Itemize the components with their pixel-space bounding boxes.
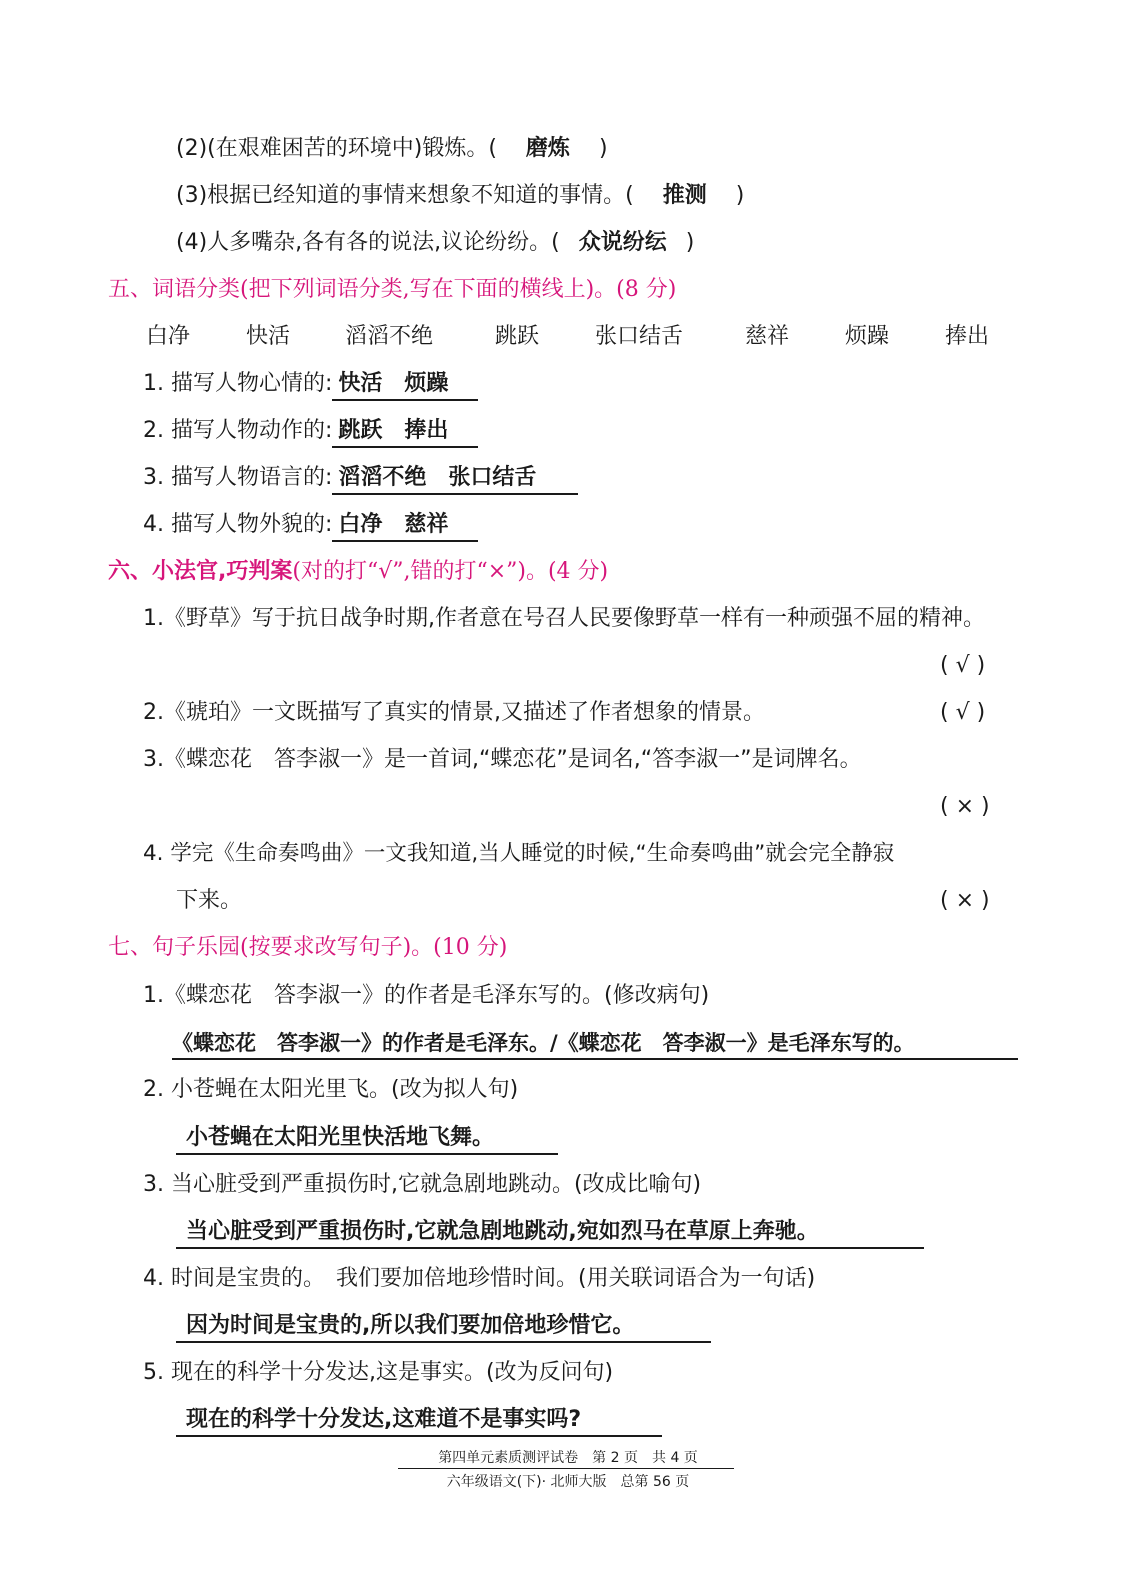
judge-item-4-cont: 下来。: [176, 888, 243, 913]
classify-item-2: [143, 416, 478, 448]
section5-heading: [108, 275, 676, 305]
judge-mark-2: ( √ ): [940, 700, 986, 725]
rewrite-answer-4: 因为时间是宝贵的,所以我们要加倍地珍惜它。: [176, 1311, 711, 1343]
judge-item-2: 2.《琥珀》一文既描写了真实的情景,又描述了作者想象的情景。: [143, 700, 765, 725]
rewrite-question-2: 2. 小苍蝇在太阳光里飞。(改为拟人句): [143, 1077, 519, 1102]
answer-line: 跳跃 捧出: [332, 416, 478, 448]
part4-item-2: [176, 134, 608, 164]
answer-text: 众说纷纭: [578, 230, 667, 255]
rewrite-answer-1: 《蝶恋花 答李淑一》的作者是毛泽东。/《蝶恋花 答李淑一》是毛泽东写的。: [172, 1028, 1018, 1060]
rewrite-question-5: 5. 现在的科学十分发达,这是事实。(改为反问句): [143, 1360, 614, 1385]
section-title: 五、词语分类: [108, 277, 241, 302]
footer-edition-info: 六年级语文(下)· 北师大版 总第 56 页: [446, 1474, 690, 1490]
section-instruction: (对的打“√”,错的打“×”)。(4 分): [292, 559, 609, 584]
paren-close: ): [735, 183, 745, 208]
answer-text: 推测: [662, 183, 707, 208]
part4-item-4: [176, 228, 694, 258]
judge-item-3: 3.《蝶恋花 答李淑一》是一首词,“蝶恋花”是词名,“答李淑一”是词牌名。: [143, 747, 862, 772]
judge-item-4: 4. 学完《生命奏鸣曲》一文我知道,当人睡觉的时候,“生命奏鸣曲”就会完全静寂: [143, 841, 895, 866]
rewrite-answer-2: 小苍蝇在太阳光里快活地飞舞。: [176, 1123, 558, 1155]
section6-heading: [108, 557, 608, 587]
answer-line: 滔滔不绝 张口结舌: [332, 463, 578, 495]
answer-text: 磨炼: [525, 136, 570, 161]
word-item: 捧出: [945, 324, 990, 349]
rewrite-question-3: 3. 当心脏受到严重损伤时,它就急剧地跳动。(改成比喻句): [143, 1172, 702, 1197]
paren-close: ): [598, 136, 608, 161]
item-label: 3. 描写人物语言的:: [143, 465, 333, 490]
item-label: 1. 描写人物心情的:: [143, 371, 333, 396]
word-item: 滔滔不绝: [345, 324, 434, 349]
word-bank: [0, 322, 1128, 352]
word-item: 白净: [146, 324, 191, 349]
answer-line: 快活 烦躁: [332, 369, 478, 401]
word-item: 快活: [246, 324, 291, 349]
rewrite-answer-5: 现在的科学十分发达,这难道不是事实吗?: [176, 1405, 662, 1437]
section-instruction: (按要求改写句子)。(10 分): [240, 935, 508, 960]
classify-item-3: [143, 463, 578, 495]
classify-item-4: [143, 510, 478, 542]
section-title: 七、句子乐园: [108, 935, 241, 960]
judge-item-1: 1.《野草》写于抗日战争时期,作者意在号召人民要像野草一样有一种顽强不屈的精神。: [143, 606, 985, 631]
footer-divider: [398, 1468, 734, 1469]
question-text: (4)人多嘴杂,各有各的说法,议论纷纷。(: [176, 230, 560, 255]
word-item: 慈祥: [745, 324, 790, 349]
word-item: 张口结舌: [595, 324, 684, 349]
part4-item-3: [176, 181, 744, 211]
section-title: 六、小法官,巧判案: [108, 559, 293, 584]
rewrite-question-1: 1.《蝶恋花 答李淑一》的作者是毛泽东写的。(修改病句): [143, 983, 710, 1008]
judge-mark-4: ( × ): [940, 888, 990, 913]
classify-item-1: [143, 369, 478, 401]
footer-page-info: 第四单元素质测评试卷 第 2 页 共 4 页: [438, 1450, 698, 1466]
judge-mark-1: ( √ ): [940, 653, 986, 678]
section7-heading: [108, 933, 507, 963]
item-label: 4. 描写人物外貌的:: [143, 512, 333, 537]
answer-line: 白净 慈祥: [332, 510, 478, 542]
word-item: 跳跃: [495, 324, 540, 349]
item-label: 2. 描写人物动作的:: [143, 418, 333, 443]
rewrite-question-4: 4. 时间是宝贵的。 我们要加倍地珍惜时间。(用关联词语合为一句话): [143, 1266, 816, 1291]
section-instruction: (把下列词语分类,写在下面的横线上)。(8 分): [240, 277, 677, 302]
paren-close: ): [685, 230, 695, 255]
word-item: 烦躁: [845, 324, 890, 349]
question-text: (3)根据已经知道的事情来想象不知道的事情。(: [176, 183, 634, 208]
judge-mark-3: ( × ): [940, 794, 990, 819]
question-text: (2)(在艰难困苦的环境中)锻炼。(: [176, 136, 497, 161]
rewrite-answer-3: 当心脏受到严重损伤时,它就急剧地跳动,宛如烈马在草原上奔驰。: [176, 1217, 924, 1249]
